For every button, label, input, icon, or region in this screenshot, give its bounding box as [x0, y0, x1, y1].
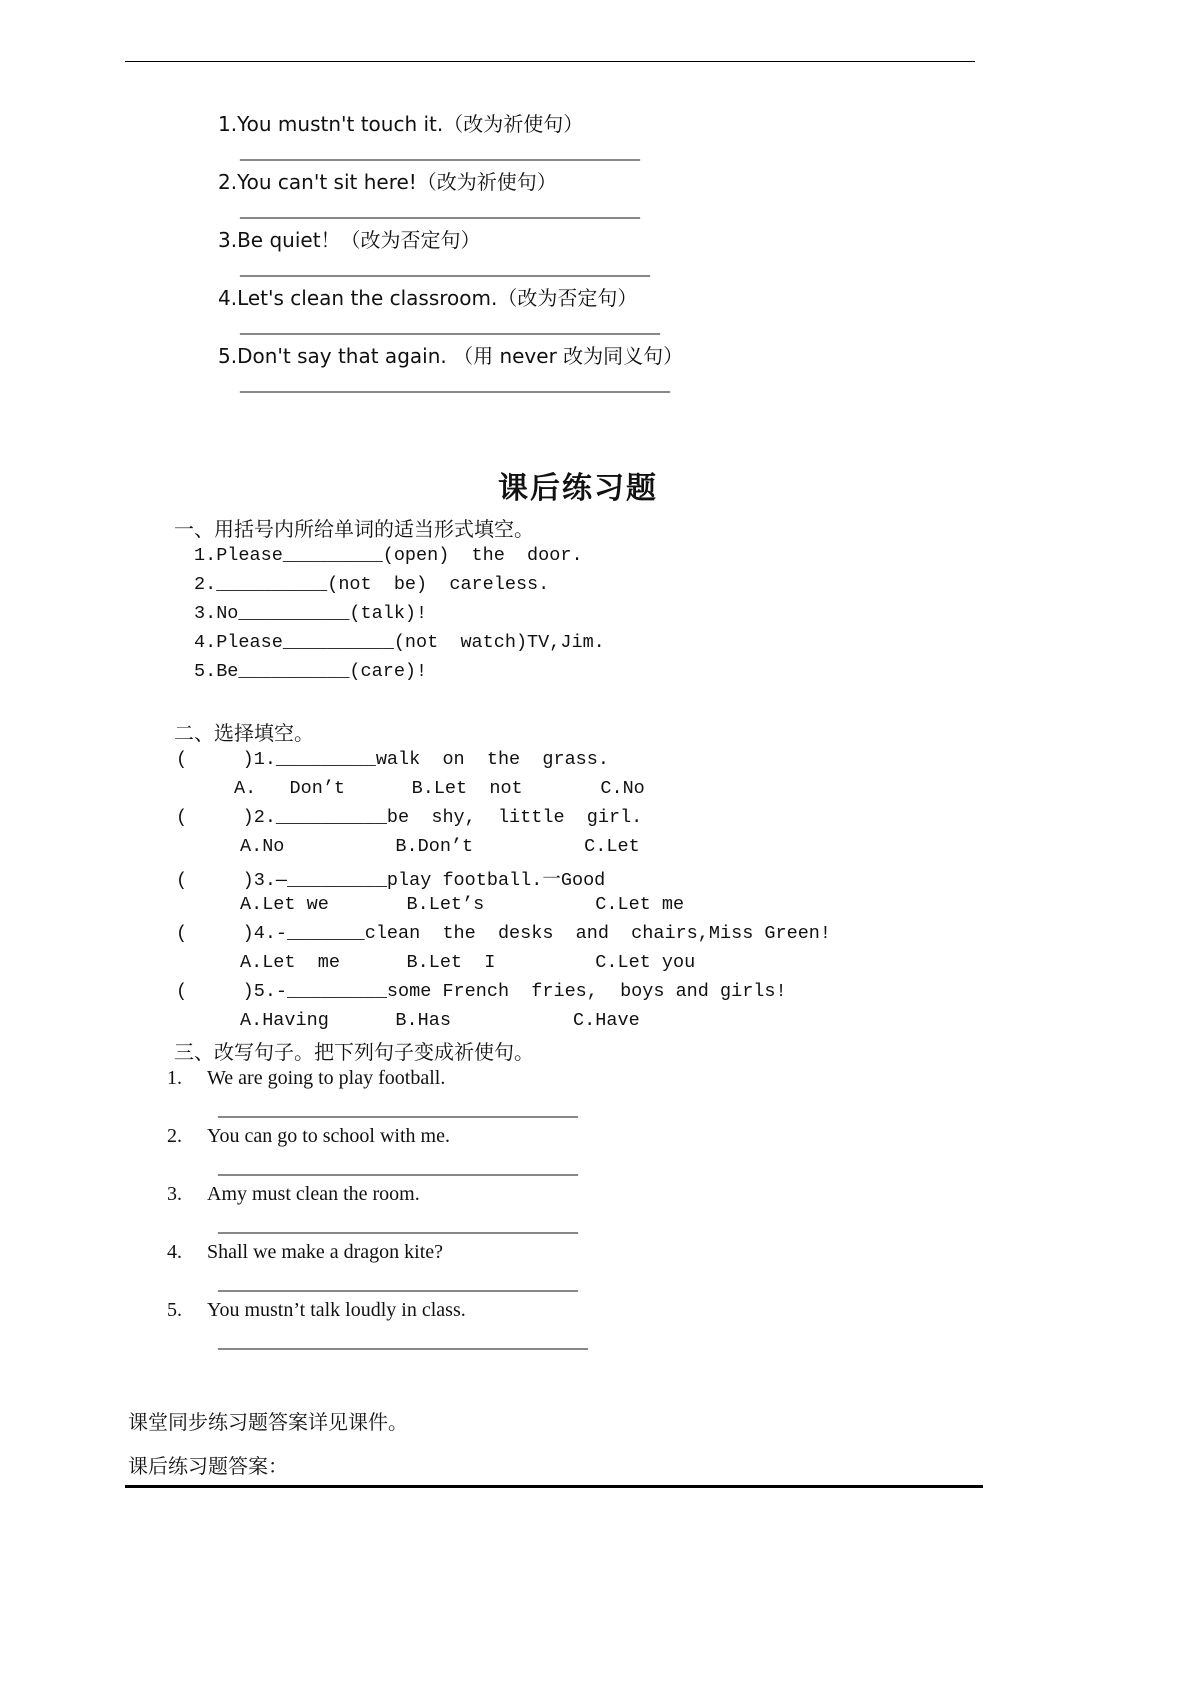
answers-note: 课堂同步练习题答案详见课件。 [128, 1410, 408, 1434]
rewrite-item-text: Shall we make a dragon kite? [207, 1241, 444, 1263]
top-rule [125, 61, 975, 62]
fill-item: 2.__________(not be) careless. [194, 574, 550, 595]
fill-item: 3.No__________(talk)! [194, 603, 428, 624]
choice-question-stem: ( )1._________walk on the grass. [176, 749, 609, 770]
choice-options: A. Don’t B.Let not C.No [234, 778, 645, 799]
section1-heading: 一、用括号内所给单词的适当形式填空。 [174, 517, 534, 541]
sync-item-1: 1.You mustn't touch it.（改为祈使句） [218, 112, 584, 136]
fill-item: 5.Be__________(care)! [194, 661, 428, 682]
answer-line[interactable]: ___________________________________________ [240, 373, 670, 395]
rewrite-item-number: 3. [167, 1183, 182, 1205]
rewrite-item-number: 1. [167, 1067, 182, 1089]
rewrite-item-number: 5. [167, 1299, 182, 1321]
choice-options: A.Let me B.Let I C.Let you [240, 952, 696, 973]
answer-line[interactable]: ________________________________________ [240, 141, 640, 163]
rewrite-item-number: 2. [167, 1125, 182, 1147]
fill-item: 1.Please_________(open) the door. [194, 545, 583, 566]
answers-label: 课后练习题答案： [128, 1454, 288, 1478]
sync-item-5: 5.Don't say that again. （用 never 改为同义句） [218, 344, 684, 368]
rewrite-item-text: You mustn’t talk loudly in class. [207, 1299, 466, 1321]
answer-line[interactable]: ________________________________________ [240, 199, 640, 221]
choice-question-stem: ( )5.-_________some French fries, boys and girls! [176, 981, 787, 1002]
answer-line[interactable]: ____________________________________ [218, 1098, 578, 1120]
answer-line[interactable]: ____________________________________ [218, 1156, 578, 1178]
choice-question-stem: ( )2.__________be shy, little girl. [176, 807, 643, 828]
choice-options: A.No B.Don’t C.Let [240, 836, 640, 857]
rewrite-item-text: You can go to school with me. [207, 1125, 450, 1147]
bottom-rule [125, 1485, 983, 1488]
answer-line[interactable]: ____________________________________ [218, 1272, 578, 1294]
answer-line[interactable]: _________________________________________ [240, 257, 650, 279]
choice-question-stem: ( )4.-_______clean the desks and chairs,Miss Green! [176, 923, 832, 944]
choice-question-stem: ( )3.—_________play football.一Good [176, 870, 606, 891]
section3-heading: 三、改写句子。把下列句子变成祈使句。 [174, 1040, 534, 1064]
rewrite-item-text: We are going to play football. [207, 1067, 446, 1089]
answer-line[interactable]: __________________________________________ [240, 315, 660, 337]
answer-line[interactable]: ____________________________________ [218, 1214, 578, 1236]
choice-options: A.Having B.Has C.Have [240, 1010, 640, 1031]
answer-line[interactable]: _____________________________________ [218, 1330, 588, 1352]
page-title: 课后练习题 [498, 471, 658, 506]
sync-item-2: 2.You can't sit here!（改为祈使句） [218, 170, 557, 194]
sync-item-4: 4.Let's clean the classroom.（改为否定句） [218, 286, 638, 310]
sync-item-3: 3.Be quiet！（改为否定句） [218, 228, 481, 252]
rewrite-item-text: Amy must clean the room. [207, 1183, 420, 1205]
fill-item: 4.Please__________(not watch)TV,Jim. [194, 632, 605, 653]
rewrite-item-number: 4. [167, 1241, 182, 1263]
choice-options: A.Let we B.Let’s C.Let me [240, 894, 685, 915]
section2-heading: 二、选择填空。 [174, 721, 314, 745]
